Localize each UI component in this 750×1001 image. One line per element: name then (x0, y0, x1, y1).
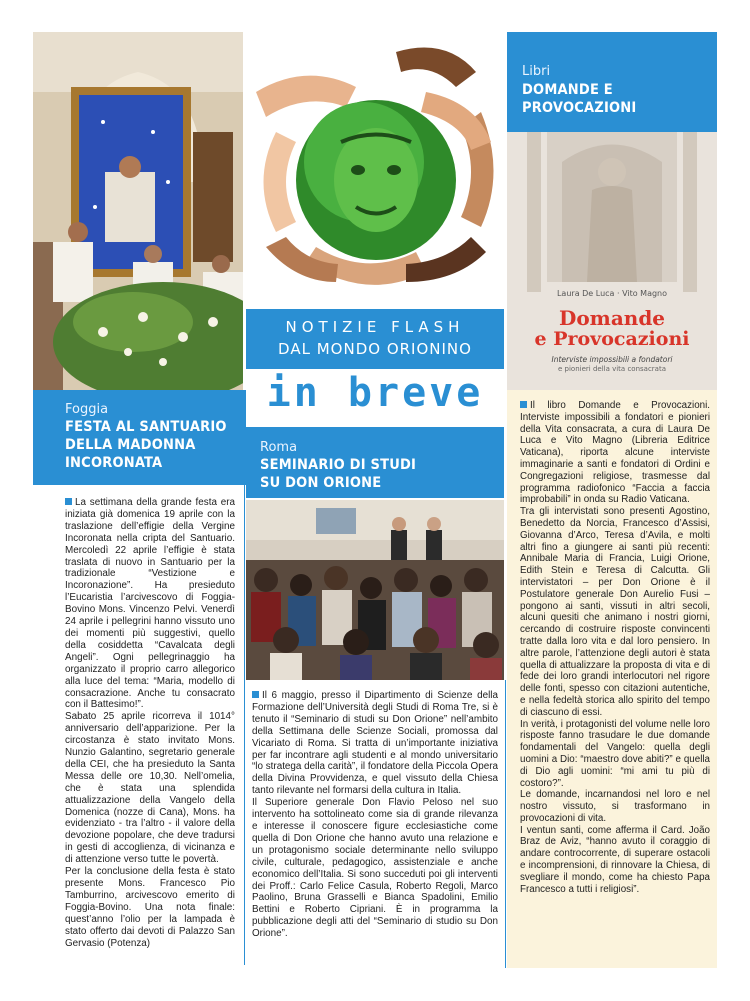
hands-globe-photo (246, 32, 504, 309)
bullet-square-icon (520, 401, 527, 408)
flash-banner (246, 309, 504, 369)
libri-article (520, 400, 710, 895)
libri-title-line-1: DOMANDE E (522, 82, 613, 98)
flash-line-2: DAL MONDO ORIONINO (278, 340, 472, 358)
libri-kicker: Libri (522, 64, 551, 79)
divider-right (505, 680, 506, 968)
roma-paragraph: Il Superiore generale Don Flavio Peloso nel suo intervento ha sottolineato come sia di grande rilevanza e interesse il conoscere figure ecclesiastiche come quella di Don Orione che hanno avuto una relazione e un protagonismo sociale determinante nello sviluppo civile, culturale, pedagogico, assistenziale e anche economico dell’Italia. Si sono succeduti poi gli interventi dei Proff.: Carlo Felice Casula, Roberto Regoli, Marco Paolino, Bruna Grasselli e Bianca Spadolini, Emilio Bettini e Roberto Cipriani. È in programma la pubblicazione degli atti del “Seminario di studio su Don Orione”. (252, 797, 498, 940)
divider-left (244, 485, 245, 965)
roma-title-line-1: SEMINARIO DI STUDI (260, 457, 417, 473)
book-cover (507, 132, 717, 390)
cover-subtitle-1: Interviste impossibili a fondatori (551, 355, 673, 364)
libri-title-line-2: PROVOCAZIONI (522, 100, 637, 116)
bullet-square-icon (252, 691, 259, 698)
libri-paragraph: In verità, i protagonisti del volume nelle loro risposte fanno trasudare le due domande fondamentali del Vangelo: quella degli uomini a Dio: “maestro dove abiti?” e quella di Dio agli uomini: “mi ami tu più di costoro?”. (520, 718, 710, 789)
cover-subtitle-2: e pionieri della vita consacrata (558, 365, 666, 373)
cover-title-1: Domande (558, 306, 666, 330)
foggia-article (65, 497, 235, 949)
sanctuary-photo (33, 32, 243, 390)
roma-title-line-2: SU DON ORIONE (260, 475, 382, 491)
foggia-title-line-1: FESTA AL SANTUARIO (65, 419, 227, 435)
foggia-paragraph: La settimana della grande festa era iniziata già domenica 19 aprile con la traslazione dell’effigie della Vergine Incoronata nella cripta del Santuario. Mercoledì 22 aprile l’effigie è stata traslata di nuovo in Santuario per la tradizionale “Vestizione e Incoronazione”. Ha presieduto l’Eucaristia l’arcivescovo di Foggia-Bovino Mons. Vincenzo Pelvi. Venerdì 24 aprile i pellegrini hanno vissuto uno dei momenti più suggestivi, quello della cosiddetta “Cavalcata degli Angeli”. Ogni pellegrinaggio ha organizzato il proprio carro allegorico alla luce del tema: “Maria, modello di consacrazione. Anche tu consacrato con il Battesimo!”. (65, 497, 235, 711)
foggia-paragraph: Per la conclusione della festa è stato presente Mons. Francesco Pio Tamburrino, arcivescovo emerito di Foggia-Bovino. Una nota finale: quest’anno l’olio per la lampada è stato offerto dai devoti di Palazzo San Gervasio (Potenza) (65, 866, 235, 949)
roma-kicker: Roma (260, 440, 298, 455)
foggia-paragraph: Sabato 25 aprile ricorreva il 1014° anniversario dell’apparizione. Per la circostanza è stato invitato Mons. Nunzio Galantino, segretario generale della CEI, che ha presieduto la Santa Messa delle ore 10,30. Nell’omelia, che è stata una splendida attualizzazione della Vangelo della Domenica (nozze di Cana), Mons. ha evidenziato - tra l’altro - il valore della devozione popolare, che deve tradursi in gesti di accoglienza, di vicinanza e di attenzione verso tutte le povertà. (65, 711, 235, 866)
in-breve-title: in breve (266, 370, 484, 416)
roma-article (252, 690, 498, 940)
cover-title-2: e Provocazioni (534, 328, 690, 350)
roma-paragraph: Il 6 maggio, presso il Dipartimento di Scienze della Formazione dell’Università degli Studi di Roma Tre, si è tenuto il “Seminario di studi su Don Orione” nell’ambito della Settimana delle Scienze Sociali, promossa dal Vicariato di Roma. Si tratta di un’importante iniziativa per far incontrare agli studenti e al mondo universitario “lo stratega della carità”, il fondatore della Piccola Opera della Divina Provvidenza, e quel vissuto della Chiesa tanto rilevante nel formarsi della cultura in Italia. (252, 690, 498, 797)
libri-paragraph: I ventun santi, come afferma il Card. João Braz de Aviz, “hanno avuto il coraggio di andare controcorrente, di superare ostacoli e incomprensioni, di rinnovare la Chiesa, di svegliare il mondo, come ha chiesto Papa Francesco a tutti i religiosi”. (520, 824, 710, 895)
bullet-square-icon (65, 498, 72, 505)
libri-header (507, 32, 717, 132)
libri-paragraph: Tra gli intervistati sono presenti Agostino, Benedetto da Norcia, Francesco d’Assisi, Giovanna d’Arco, Teresa d’Avila, e molti altri fino a giungere ai santi più recenti: Annibale Maria di Francia, Luigi Orione, Edith Stein e Teresa di Calcutta. Gli intervistatori – per Don Orione è il Postulatore generale Don Aurelio Fusi – pongono ai santi, vissuti in altri secoli, alcuni quesiti che animano i nostri giorni, cercando di costruire risposte convincenti tratte dalla loro vita e dal loro pensiero. In altre parole, l’attenzione degli autori è stata quella di attualizzare la proposta di vita e di fede dei loro grandi interlocutori nel rigore delle fonti, spesso con citazioni autentiche, e nella fedeltà storica allo spirito del tempo di ciascuno di essi. (520, 506, 710, 718)
roma-header (246, 427, 504, 498)
flash-line-1: NOTIZIE FLASH (285, 318, 465, 336)
seminar-photo (246, 500, 504, 680)
foggia-kicker: Foggia (65, 402, 109, 417)
cover-authors: Laura De Luca · Vito Magno (556, 289, 668, 298)
foggia-title-line-2: DELLA MADONNA (65, 437, 196, 453)
foggia-header (33, 390, 246, 485)
libri-paragraph: Il libro Domande e Provocazioni. Interviste impossibili a fondatori e pionieri della Vita consacrata, a cura di Laura De Luca e Vito Magno (Libreria Editrice Vaticana), riporta alcune interviste immaginarie a santi e fondatori di Ordini e Congregazioni religiose, trasmesse dal programma radiofonico “Faccia a faccia improbabili” in onda su Radio Vaticana. (520, 400, 710, 506)
libri-paragraph: Le domande, incarnandosi nel loro e nel nostro vissuto, si trasformano in provocazioni di vita. (520, 789, 710, 824)
foggia-title-line-3: INCORONATA (65, 455, 163, 471)
